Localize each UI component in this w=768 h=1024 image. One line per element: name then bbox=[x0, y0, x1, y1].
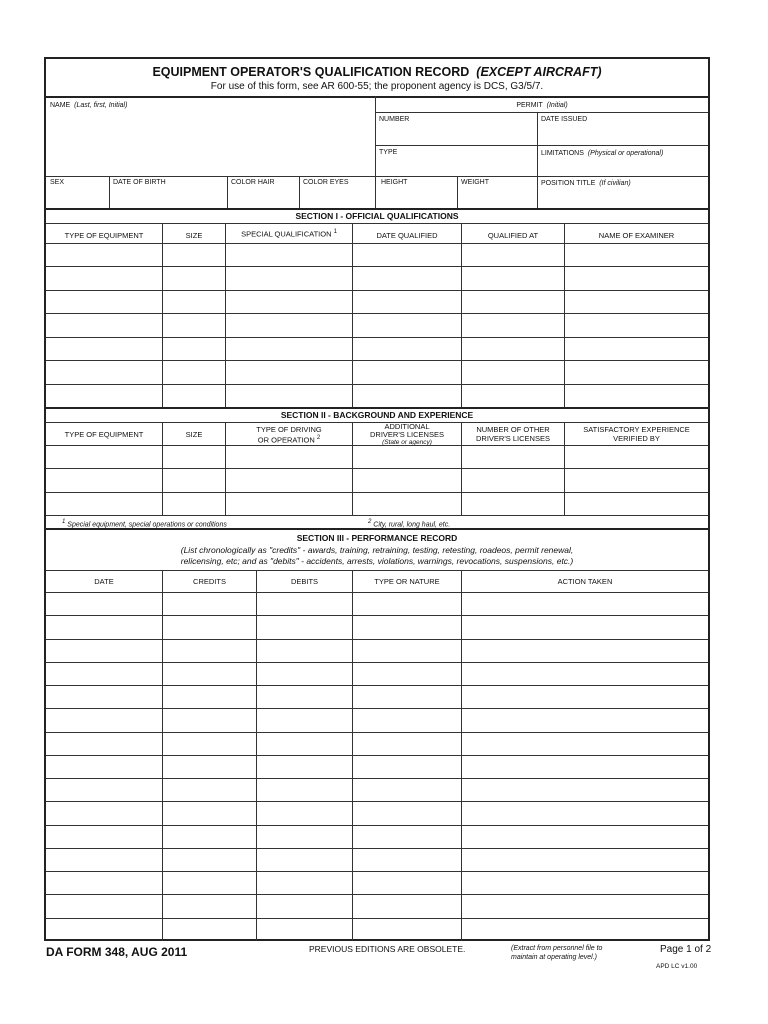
s3-table-row-cell[interactable] bbox=[462, 826, 707, 847]
s3-table-row-cell[interactable] bbox=[163, 709, 255, 730]
s1-header-date-qualified: DATE QUALIFIED bbox=[376, 231, 438, 240]
s2-table-row-cell[interactable] bbox=[47, 469, 161, 490]
s3-table-row-cell[interactable] bbox=[462, 849, 707, 870]
section-3-note-line-1: (List chronologically as "credits" - awards, training, retraining, testing, retesting, roadeos, permit renewal, bbox=[180, 545, 574, 555]
form-frame bbox=[44, 57, 710, 941]
s3-table-row-cell[interactable] bbox=[257, 663, 351, 684]
s2-table-row-cell[interactable] bbox=[462, 469, 563, 490]
s2-header-other-licenses: NUMBER OF OTHER DRIVER'S LICENSES bbox=[476, 425, 550, 443]
s3-table-row-cell[interactable] bbox=[47, 663, 161, 684]
s1-table-row-cell[interactable] bbox=[226, 361, 351, 382]
s2-table-row-cell[interactable] bbox=[226, 469, 351, 490]
s1-table-row-cell[interactable] bbox=[226, 314, 351, 335]
s3-table-row-cell[interactable] bbox=[163, 779, 255, 800]
s1-table-row-cell[interactable] bbox=[353, 361, 460, 382]
permit-number-field[interactable] bbox=[376, 124, 536, 146]
s3-header-type-or-nature: TYPE OR NATURE bbox=[374, 577, 440, 586]
s3-table-row-cell[interactable] bbox=[257, 919, 351, 940]
s1-header-size: SIZE bbox=[185, 231, 203, 240]
s1-table-row-cell[interactable] bbox=[462, 385, 563, 406]
s2-table-row-cell[interactable] bbox=[462, 446, 563, 467]
s1-header-qualified-at: QUALIFIED AT bbox=[487, 231, 539, 240]
date-of-birth-label: DATE OF BIRTH bbox=[113, 179, 166, 186]
permit-type-label: TYPE bbox=[379, 149, 398, 156]
s1-table-row-cell[interactable] bbox=[353, 338, 460, 359]
s3-table-row-cell[interactable] bbox=[47, 733, 161, 754]
s3-table-row-cell[interactable] bbox=[163, 686, 255, 707]
s2-table-row-cell[interactable] bbox=[163, 469, 224, 490]
s3-table-row-cell[interactable] bbox=[257, 756, 351, 777]
s3-table-row-cell[interactable] bbox=[462, 686, 707, 707]
s1-table-row-cell[interactable] bbox=[565, 361, 707, 382]
s2-table-row-cell[interactable] bbox=[462, 493, 563, 514]
s1-table-row-cell[interactable] bbox=[462, 244, 563, 265]
s1-table-row-cell[interactable] bbox=[47, 291, 161, 312]
date-issued-label: DATE ISSUED bbox=[541, 116, 588, 123]
s3-table-row-cell[interactable] bbox=[257, 686, 351, 707]
s3-table-row-cell[interactable] bbox=[163, 802, 255, 823]
s3-table-row-cell[interactable] bbox=[163, 663, 255, 684]
s2-table-row-cell[interactable] bbox=[47, 493, 161, 514]
s3-table-row-cell[interactable] bbox=[462, 663, 707, 684]
s3-table-row-cell[interactable] bbox=[257, 640, 351, 661]
s3-table-row-cell[interactable] bbox=[47, 849, 161, 870]
s3-table-row-cell[interactable] bbox=[163, 919, 255, 940]
s3-table-row-cell[interactable] bbox=[353, 733, 460, 754]
s2-header-experience-verified: SATISFACTORY EXPERIENCE VERIFIED BY bbox=[583, 425, 690, 443]
section-3-table bbox=[46, 592, 708, 941]
height-label: HEIGHT bbox=[381, 179, 408, 186]
s3-table-row-cell[interactable] bbox=[353, 616, 460, 637]
s1-table-row-cell[interactable] bbox=[353, 267, 460, 288]
s3-table-row-cell[interactable] bbox=[257, 826, 351, 847]
s1-table-row-cell[interactable] bbox=[565, 338, 707, 359]
s3-table-row-cell[interactable] bbox=[257, 849, 351, 870]
color-hair-field[interactable] bbox=[228, 187, 298, 207]
s1-table-row-cell[interactable] bbox=[462, 338, 563, 359]
s3-header-debits: DEBITS bbox=[290, 577, 319, 586]
s1-table-row-cell[interactable] bbox=[226, 291, 351, 312]
s1-header-special-qualification: SPECIAL QUALIFICATION $^1$ bbox=[241, 229, 337, 239]
section-3-title: SECTION III - PERFORMANCE RECORD bbox=[296, 533, 458, 543]
s3-table-row-cell[interactable] bbox=[47, 919, 161, 940]
s2-table-row-cell[interactable] bbox=[353, 469, 460, 490]
s1-table-row-cell[interactable] bbox=[163, 244, 224, 265]
section-2-title: SECTION II - BACKGROUND AND EXPERIENCE bbox=[280, 410, 474, 420]
s3-table-row-cell[interactable] bbox=[257, 872, 351, 893]
s3-table-row-cell[interactable] bbox=[163, 826, 255, 847]
s2-table-row-cell[interactable] bbox=[565, 469, 707, 490]
s1-table-row-cell[interactable] bbox=[226, 267, 351, 288]
s2-table-row-cell[interactable] bbox=[353, 446, 460, 467]
s3-table-row-cell[interactable] bbox=[163, 733, 255, 754]
s1-table-row-cell[interactable] bbox=[462, 267, 563, 288]
s3-table-row-cell[interactable] bbox=[462, 802, 707, 823]
s3-table-row-cell[interactable] bbox=[163, 849, 255, 870]
sex-label: SEX bbox=[50, 179, 65, 186]
s1-table-row-cell[interactable] bbox=[565, 244, 707, 265]
s1-header-type-of-equipment: TYPE OF EQUIPMENT bbox=[64, 231, 144, 240]
s3-table-row-cell[interactable] bbox=[163, 895, 255, 916]
s1-table-row-cell[interactable] bbox=[163, 314, 224, 335]
s3-table-row-cell[interactable] bbox=[163, 640, 255, 661]
permit-type-field[interactable] bbox=[376, 156, 536, 175]
s3-table-row-cell[interactable] bbox=[353, 709, 460, 730]
s1-table-row-cell[interactable] bbox=[353, 385, 460, 406]
s3-table-row-cell[interactable] bbox=[353, 826, 460, 847]
s3-table-row-cell[interactable] bbox=[47, 616, 161, 637]
color-eyes-field[interactable] bbox=[300, 187, 374, 207]
s3-table-row-cell[interactable] bbox=[353, 779, 460, 800]
previous-editions-note: PREVIOUS EDITIONS ARE OBSOLETE. bbox=[309, 944, 466, 954]
s3-table-row-cell[interactable] bbox=[47, 593, 161, 614]
s3-table-row-cell[interactable] bbox=[353, 849, 460, 870]
s2-header-type-of-equipment: TYPE OF EQUIPMENT bbox=[64, 430, 144, 439]
s3-table-row-cell[interactable] bbox=[163, 756, 255, 777]
s1-table-row-cell[interactable] bbox=[47, 385, 161, 406]
s2-header-size: SIZE bbox=[185, 430, 203, 439]
s3-table-row-cell[interactable] bbox=[257, 779, 351, 800]
s2-table-row-cell[interactable] bbox=[47, 446, 161, 467]
s1-table-row-cell[interactable] bbox=[353, 291, 460, 312]
date-issued-field[interactable] bbox=[538, 124, 708, 146]
s1-table-row-cell[interactable] bbox=[226, 385, 351, 406]
s2-table-row-cell[interactable] bbox=[353, 493, 460, 514]
form-subtitle: For use of this form, see AR 600-55; the proponent agency is DCS, G3/5/7. bbox=[210, 81, 544, 92]
s1-table-row-cell[interactable] bbox=[565, 314, 707, 335]
s3-table-row-cell[interactable] bbox=[257, 593, 351, 614]
s1-table-row-cell[interactable] bbox=[163, 361, 224, 382]
s2-table-row-cell[interactable] bbox=[163, 446, 224, 467]
s1-table-row-cell[interactable] bbox=[47, 267, 161, 288]
extract-note: (Extract from personnel file to maintain at operating level.) bbox=[511, 945, 603, 961]
s3-table-row-cell[interactable] bbox=[47, 709, 161, 730]
s1-table-row-cell[interactable] bbox=[47, 314, 161, 335]
s3-table-row-cell[interactable] bbox=[257, 895, 351, 916]
name-field[interactable] bbox=[47, 110, 373, 175]
s3-table-row-cell[interactable] bbox=[353, 593, 460, 614]
s3-table-row-cell[interactable] bbox=[462, 895, 707, 916]
s3-table-row-cell[interactable] bbox=[353, 686, 460, 707]
s1-table-row-cell[interactable] bbox=[226, 338, 351, 359]
weight-field[interactable] bbox=[458, 187, 536, 207]
s1-table-row-cell[interactable] bbox=[565, 291, 707, 312]
s3-header-credits: CREDITS bbox=[193, 577, 226, 586]
s1-table-row-cell[interactable] bbox=[462, 291, 563, 312]
s3-table-row-cell[interactable] bbox=[257, 616, 351, 637]
s3-header-action-taken: ACTION TAKEN bbox=[557, 577, 613, 586]
section-1-table bbox=[46, 243, 708, 407]
color-hair-label: COLOR HAIR bbox=[231, 179, 275, 186]
s3-table-row-cell[interactable] bbox=[353, 640, 460, 661]
s3-table-row-cell[interactable] bbox=[353, 919, 460, 940]
s3-table-row-cell[interactable] bbox=[462, 640, 707, 661]
s3-table-row-cell[interactable] bbox=[462, 709, 707, 730]
s1-table-row-cell[interactable] bbox=[353, 314, 460, 335]
s3-table-row-cell[interactable] bbox=[462, 779, 707, 800]
limitations-label: LIMITATIONS (Physical or operational) bbox=[541, 150, 664, 157]
form-number: DA FORM 348, AUG 2011 bbox=[46, 945, 188, 959]
s1-table-row-cell[interactable] bbox=[163, 338, 224, 359]
s1-table-row-cell[interactable] bbox=[47, 244, 161, 265]
s2-table-row-cell[interactable] bbox=[163, 493, 224, 514]
position-title-field[interactable] bbox=[538, 189, 708, 207]
s3-table-row-cell[interactable] bbox=[47, 826, 161, 847]
s3-table-row-cell[interactable] bbox=[47, 802, 161, 823]
limitations-field[interactable] bbox=[538, 156, 708, 175]
s3-table-row-cell[interactable] bbox=[462, 593, 707, 614]
s2-header-additional-licenses: ADDITIONAL DRIVER'S LICENSES (State or agency) bbox=[370, 422, 444, 446]
s2-table-row-cell[interactable] bbox=[226, 493, 351, 514]
version-label: APD LC v1.00 bbox=[656, 963, 698, 970]
height-field[interactable] bbox=[376, 187, 456, 207]
section-2-table bbox=[46, 445, 708, 515]
s1-table-row-cell[interactable] bbox=[163, 291, 224, 312]
s1-table-row-cell[interactable] bbox=[226, 244, 351, 265]
s3-table-row-cell[interactable] bbox=[353, 802, 460, 823]
s3-table-row-cell[interactable] bbox=[163, 872, 255, 893]
s3-table-row-cell[interactable] bbox=[353, 756, 460, 777]
s2-table-row-cell[interactable] bbox=[226, 446, 351, 467]
s3-table-row-cell[interactable] bbox=[47, 686, 161, 707]
s2-table-row-cell[interactable] bbox=[565, 446, 707, 467]
section-1-title: SECTION I - OFFICIAL QUALIFICATIONS bbox=[295, 211, 459, 221]
s3-table-row-cell[interactable] bbox=[47, 779, 161, 800]
s1-table-row-cell[interactable] bbox=[163, 267, 224, 288]
s3-table-row-cell[interactable] bbox=[462, 733, 707, 754]
s3-table-row-cell[interactable] bbox=[163, 593, 255, 614]
section-3-note-line-2: relicensing, etc; and as "debits" - accidents, arrests, violations, warnings, revocations, suspensions, etc.) bbox=[180, 556, 574, 566]
permit-number-label: NUMBER bbox=[379, 116, 410, 123]
s3-table-row-cell[interactable] bbox=[353, 895, 460, 916]
s3-table-row-cell[interactable] bbox=[47, 640, 161, 661]
s1-table-row-cell[interactable] bbox=[47, 361, 161, 382]
s3-table-row-cell[interactable] bbox=[462, 616, 707, 637]
footnote-2: $^2$ City, rural, long haul, etc. bbox=[368, 519, 451, 529]
s3-table-row-cell[interactable] bbox=[257, 802, 351, 823]
s3-header-date: DATE bbox=[94, 577, 114, 586]
s1-table-row-cell[interactable] bbox=[353, 244, 460, 265]
color-eyes-label: COLOR EYES bbox=[303, 179, 349, 186]
s1-table-row-cell[interactable] bbox=[462, 361, 563, 382]
s3-table-row-cell[interactable] bbox=[257, 733, 351, 754]
s3-table-row-cell[interactable] bbox=[462, 872, 707, 893]
s3-table-row-cell[interactable] bbox=[47, 872, 161, 893]
s3-table-row-cell[interactable] bbox=[257, 709, 351, 730]
s3-table-row-cell[interactable] bbox=[353, 663, 460, 684]
form-title: EQUIPMENT OPERATOR'S QUALIFICATION RECORD (EXCEPT AIRCRAFT) bbox=[152, 65, 602, 79]
s3-table-row-cell[interactable] bbox=[353, 872, 460, 893]
date-of-birth-field[interactable] bbox=[110, 187, 226, 207]
s3-table-row-cell[interactable] bbox=[462, 756, 707, 777]
s1-header-name-of-examiner: NAME OF EXAMINER bbox=[598, 231, 675, 240]
page-number: Page 1 of 2 bbox=[660, 944, 712, 955]
sex-field[interactable] bbox=[47, 187, 107, 207]
s3-table-row-cell[interactable] bbox=[47, 895, 161, 916]
position-title-label: POSITION TITLE (If civilian) bbox=[541, 180, 631, 187]
s1-table-row-cell[interactable] bbox=[565, 267, 707, 288]
s3-table-row-cell[interactable] bbox=[462, 919, 707, 940]
s1-table-row-cell[interactable] bbox=[565, 385, 707, 406]
s1-table-row-cell[interactable] bbox=[163, 385, 224, 406]
weight-label: WEIGHT bbox=[461, 179, 489, 186]
s2-table-row-cell[interactable] bbox=[565, 493, 707, 514]
s1-table-row-cell[interactable] bbox=[462, 314, 563, 335]
s1-table-row-cell[interactable] bbox=[47, 338, 161, 359]
s3-table-row-cell[interactable] bbox=[47, 756, 161, 777]
s2-header-type-of-driving: TYPE OF DRIVING OR OPERATION $^2$ bbox=[256, 425, 322, 445]
name-label: NAME (Last, first, Initial) bbox=[50, 102, 128, 109]
s3-table-row-cell[interactable] bbox=[163, 616, 255, 637]
footnote-1: $^1$ Special equipment, special operations or conditions bbox=[62, 519, 227, 529]
permit-label: PERMIT (Initial) bbox=[516, 102, 568, 109]
